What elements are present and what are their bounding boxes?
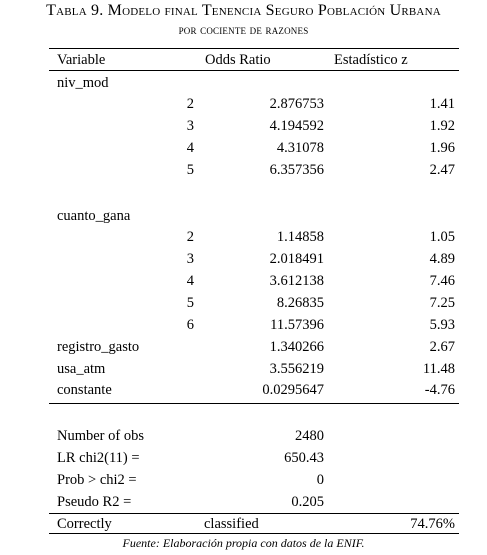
table-row-z: 11.48 xyxy=(422,361,455,377)
table-row-cat: 2 xyxy=(186,96,194,112)
stat-value-lr-chi2: 650.43 xyxy=(284,450,324,466)
header-rule xyxy=(49,70,459,71)
table-row-z: 1.96 xyxy=(429,140,455,156)
table-row-odds: 6.357356 xyxy=(269,162,324,178)
header-variable: Variable xyxy=(57,52,106,68)
table-row-z: -4.76 xyxy=(424,382,455,398)
table-row-z: 5.93 xyxy=(429,317,455,333)
stat-value-number-of-obs: 2480 xyxy=(295,428,324,444)
table-row-odds: 3.556219 xyxy=(269,361,324,377)
table-row-z: 7.46 xyxy=(429,273,455,289)
table-row-z: 1.05 xyxy=(429,229,455,245)
table-title-line1: Tabla 9. Modelo final Tenencia Seguro Población Urbana xyxy=(46,2,441,19)
table-row-odds: 4.194592 xyxy=(269,118,324,134)
table-row-cat: 2 xyxy=(186,229,194,245)
group-label-niv-mod: niv_mod xyxy=(57,75,109,91)
table-row-z: 7.25 xyxy=(429,295,455,311)
table-row-z: 4.89 xyxy=(429,251,455,267)
variable-label-usa-atm: usa_atm xyxy=(57,361,106,377)
stat-label-number-of-obs: Number of obs xyxy=(57,428,144,444)
table-row-cat: 5 xyxy=(186,295,194,311)
table-row-cat: 3 xyxy=(186,251,194,267)
table-row-cat: 3 xyxy=(186,118,194,134)
classification-value: 74.76% xyxy=(410,516,455,532)
variable-label-constante: constante xyxy=(57,382,112,398)
stat-label-lr-chi2: LR chi2(11) = xyxy=(57,450,140,466)
body-end-rule xyxy=(49,403,459,404)
table-row-odds: 1.14858 xyxy=(276,229,324,245)
variable-label-registro-gasto: registro_gasto xyxy=(57,339,140,355)
table-row-cat: 6 xyxy=(186,317,194,333)
stat-value-pseudo-r2: 0.205 xyxy=(291,494,324,510)
classification-mid-label: classified xyxy=(204,516,259,532)
table-row-odds: 4.31078 xyxy=(276,140,324,156)
table-row-cat: 5 xyxy=(186,162,194,178)
top-rule xyxy=(49,48,459,49)
table-row-z: 1.41 xyxy=(429,96,455,112)
stats-end-rule xyxy=(49,513,459,514)
table-row-odds: 2.018491 xyxy=(269,251,324,267)
table-row-z: 1.92 xyxy=(429,118,455,134)
header-z-statistic: Estadístico z xyxy=(334,52,408,68)
stat-label-prob-chi2: Prob > chi2 = xyxy=(57,472,137,488)
table-row-odds: 0.0295647 xyxy=(262,382,324,398)
source-note: Fuente: Elaboración propia con datos de la ENIF. xyxy=(122,536,365,550)
table-row-cat: 4 xyxy=(186,273,194,289)
table-row-odds: 8.26835 xyxy=(276,295,324,311)
table-row-odds: 3.612138 xyxy=(269,273,324,289)
table-row-z: 2.67 xyxy=(429,339,455,355)
table-title-line2: por cociente de razones xyxy=(178,22,309,37)
table-row-z: 2.47 xyxy=(429,162,455,178)
table-row-odds: 1.340266 xyxy=(269,339,324,355)
stat-value-prob-chi2: 0 xyxy=(316,472,324,488)
header-odds-ratio: Odds Ratio xyxy=(205,52,271,68)
table-row-odds: 2.876753 xyxy=(269,96,324,112)
classification-label: Correctly xyxy=(57,516,112,532)
table-row-cat: 4 xyxy=(186,140,194,156)
stat-label-pseudo-r2: Pseudo R2 = xyxy=(57,494,132,510)
group-label-cuanto-gana: cuanto_gana xyxy=(57,208,131,224)
table-row-odds: 11.57396 xyxy=(270,317,324,333)
bottom-rule xyxy=(49,533,459,534)
